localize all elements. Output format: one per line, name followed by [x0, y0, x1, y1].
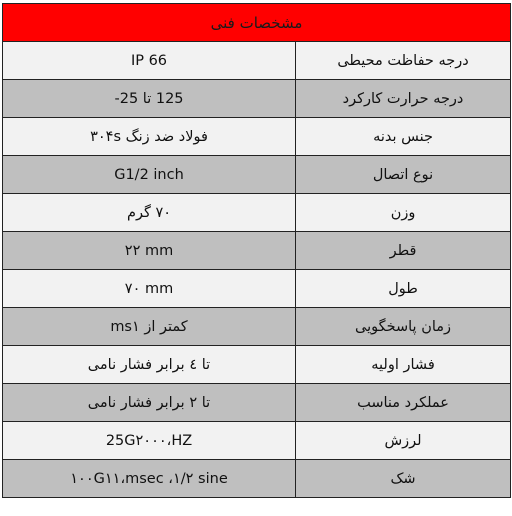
table-row	[3, 232, 511, 270]
table-row	[3, 80, 511, 118]
table-row	[3, 118, 511, 156]
spec-label: فشار اولیه	[296, 346, 511, 384]
spec-value: ۷۰ گرم	[3, 194, 296, 232]
spec-label: شک	[296, 460, 511, 498]
table-row	[3, 156, 511, 194]
spec-label: لرزش	[296, 422, 511, 460]
spec-label: درجه حفاظت محیطی	[296, 42, 511, 80]
spec-value: ۱۰۰G۱۱،msec ،۱/۲ sine	[3, 460, 296, 498]
spec-table	[2, 3, 511, 498]
spec-label: طول	[296, 270, 511, 308]
spec-value: ۷۰ mm	[3, 270, 296, 308]
spec-value: تا ٤ برابر فشار نامی	[3, 346, 296, 384]
spec-label: نوع اتصال	[296, 156, 511, 194]
spec-label: وزن	[296, 194, 511, 232]
table-row	[3, 194, 511, 232]
table-row	[3, 308, 511, 346]
table-row	[3, 346, 511, 384]
spec-value: ۲۲ mm	[3, 232, 296, 270]
spec-label: قطر	[296, 232, 511, 270]
spec-value: IP 66	[3, 42, 296, 80]
spec-title: مشخصات فنی	[3, 4, 511, 42]
spec-value: 125 تا 25-	[3, 80, 296, 118]
spec-header-row	[3, 4, 511, 42]
spec-label: زمان پاسخگویی	[296, 308, 511, 346]
spec-value: تا ۲ برابر فشار نامی	[3, 384, 296, 422]
spec-label: درجه حرارت کارکرد	[296, 80, 511, 118]
spec-label: جنس بدنه	[296, 118, 511, 156]
spec-value: G1/2 inch	[3, 156, 296, 194]
spec-label: عملکرد مناسب	[296, 384, 511, 422]
spec-value: فولاد ضد زنگ ۳۰۴s	[3, 118, 296, 156]
table-row	[3, 422, 511, 460]
spec-value: 25G۲۰۰۰،HZ	[3, 422, 296, 460]
table-row	[3, 384, 511, 422]
table-row	[3, 460, 511, 498]
table-row	[3, 42, 511, 80]
spec-value: کمتر از ms۱	[3, 308, 296, 346]
table-row	[3, 270, 511, 308]
